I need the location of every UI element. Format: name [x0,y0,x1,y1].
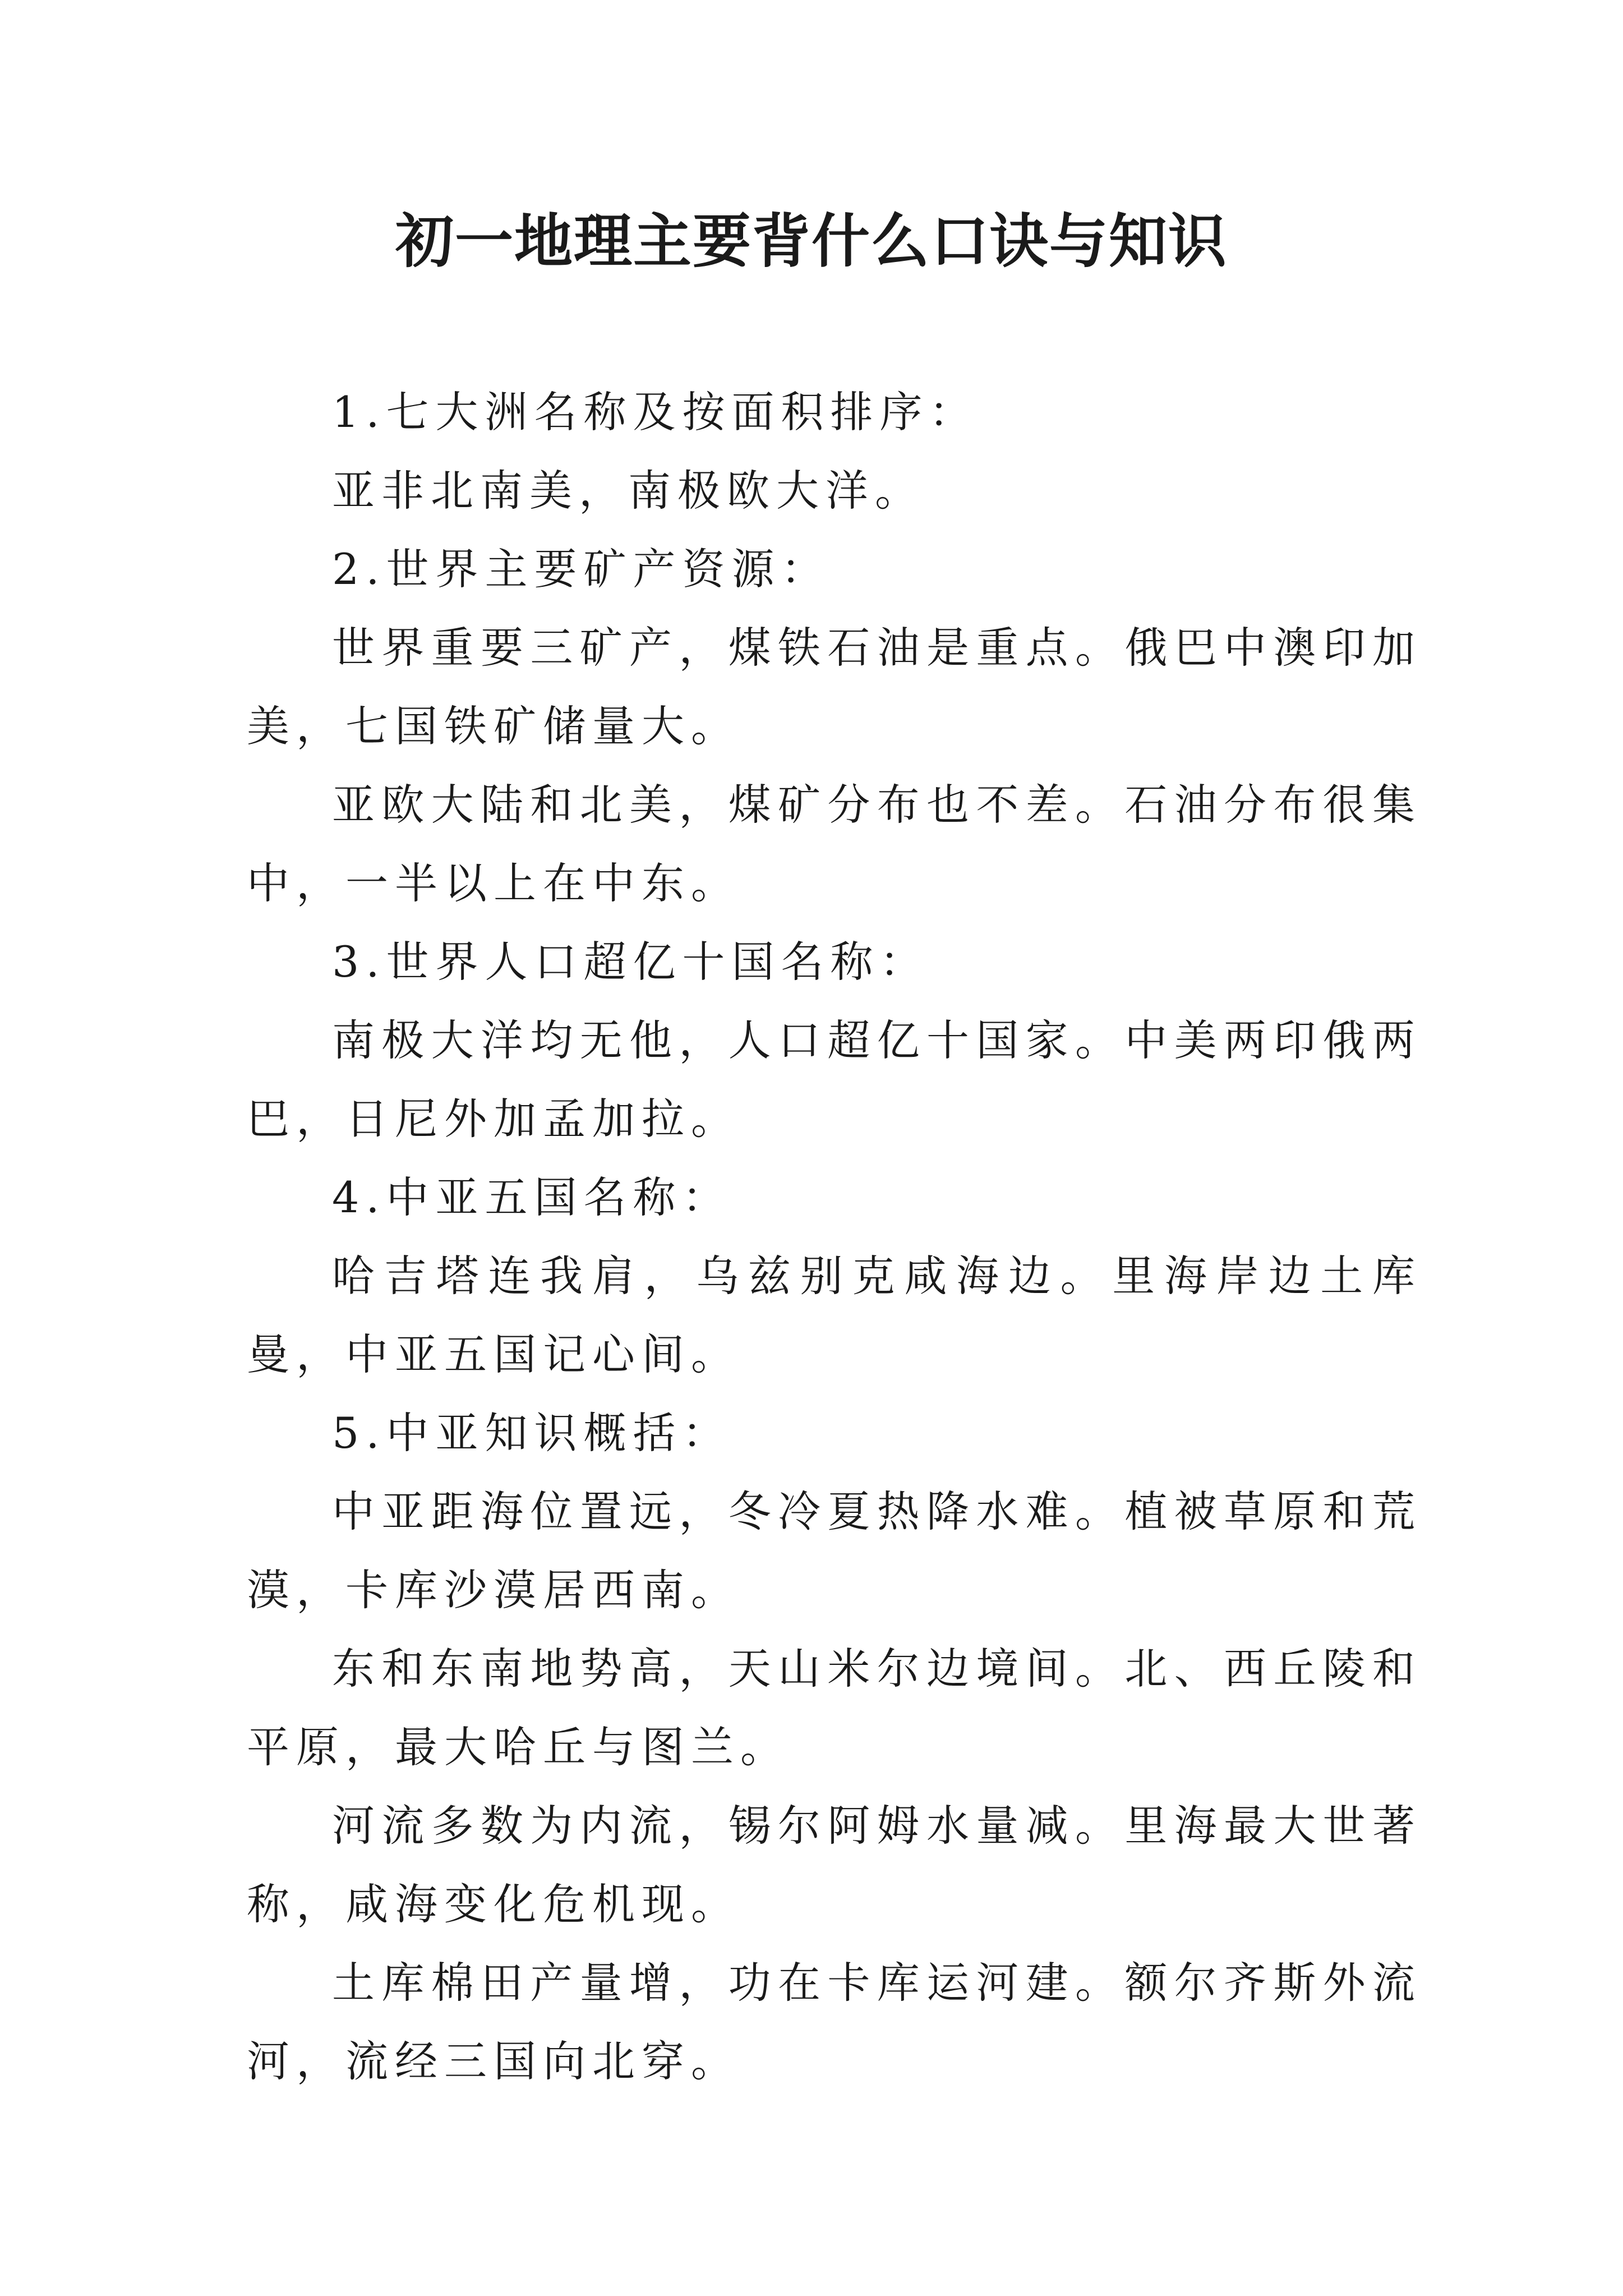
paragraph-11: 中亚距海位置远，冬冷夏热降水难。植被草原和荒漠，卡库沙漠居西南。 [247,1487,1422,1615]
paragraph-9: 哈吉塔连我肩，乌兹别克咸海边。里海岸边土库曼，中亚五国记心间。 [247,1251,1422,1379]
paragraph-5: 亚欧大陆和北美，煤矿分布也不差。石油分布很集中，一半以上在中东。 [247,780,1422,908]
paragraph-14: 土库棉田产量增，功在卡库运河建。额尔齐斯外流河，流经三国向北穿。 [247,1958,1422,2086]
paragraph-6: 3.世界人口超亿十国名称： [332,937,929,987]
document-title: 初一地理主要背什么口诀与知识 [395,206,1228,275]
paragraph-12: 东和东南地势高，天山米尔边境间。北、西丘陵和平原，最大哈丘与图兰。 [247,1644,1422,1772]
paragraph-2: 亚非北南美，南极欧大洋。 [332,466,924,516]
paragraph-3: 2.世界主要矿产资源： [332,544,831,594]
paragraph-8: 4.中亚五国名称： [332,1172,732,1222]
paragraph-13: 河流多数为内流，锡尔阿姆水量减。里海最大世著称，咸海变化危机现。 [247,1801,1422,1929]
paragraph-7: 南极大洋均无他，人口超亿十国家。中美两印俄两巴，日尼外加孟加拉。 [247,1015,1422,1144]
paragraph-4: 世界重要三矿产，煤铁石油是重点。俄巴中澳印加美，七国铁矿储量大。 [247,623,1422,751]
paragraph-10: 5.中亚知识概括： [332,1408,732,1458]
document-body [247,373,1422,2101]
paragraph-1: 1.七大洲名称及按面积排序： [332,387,979,437]
